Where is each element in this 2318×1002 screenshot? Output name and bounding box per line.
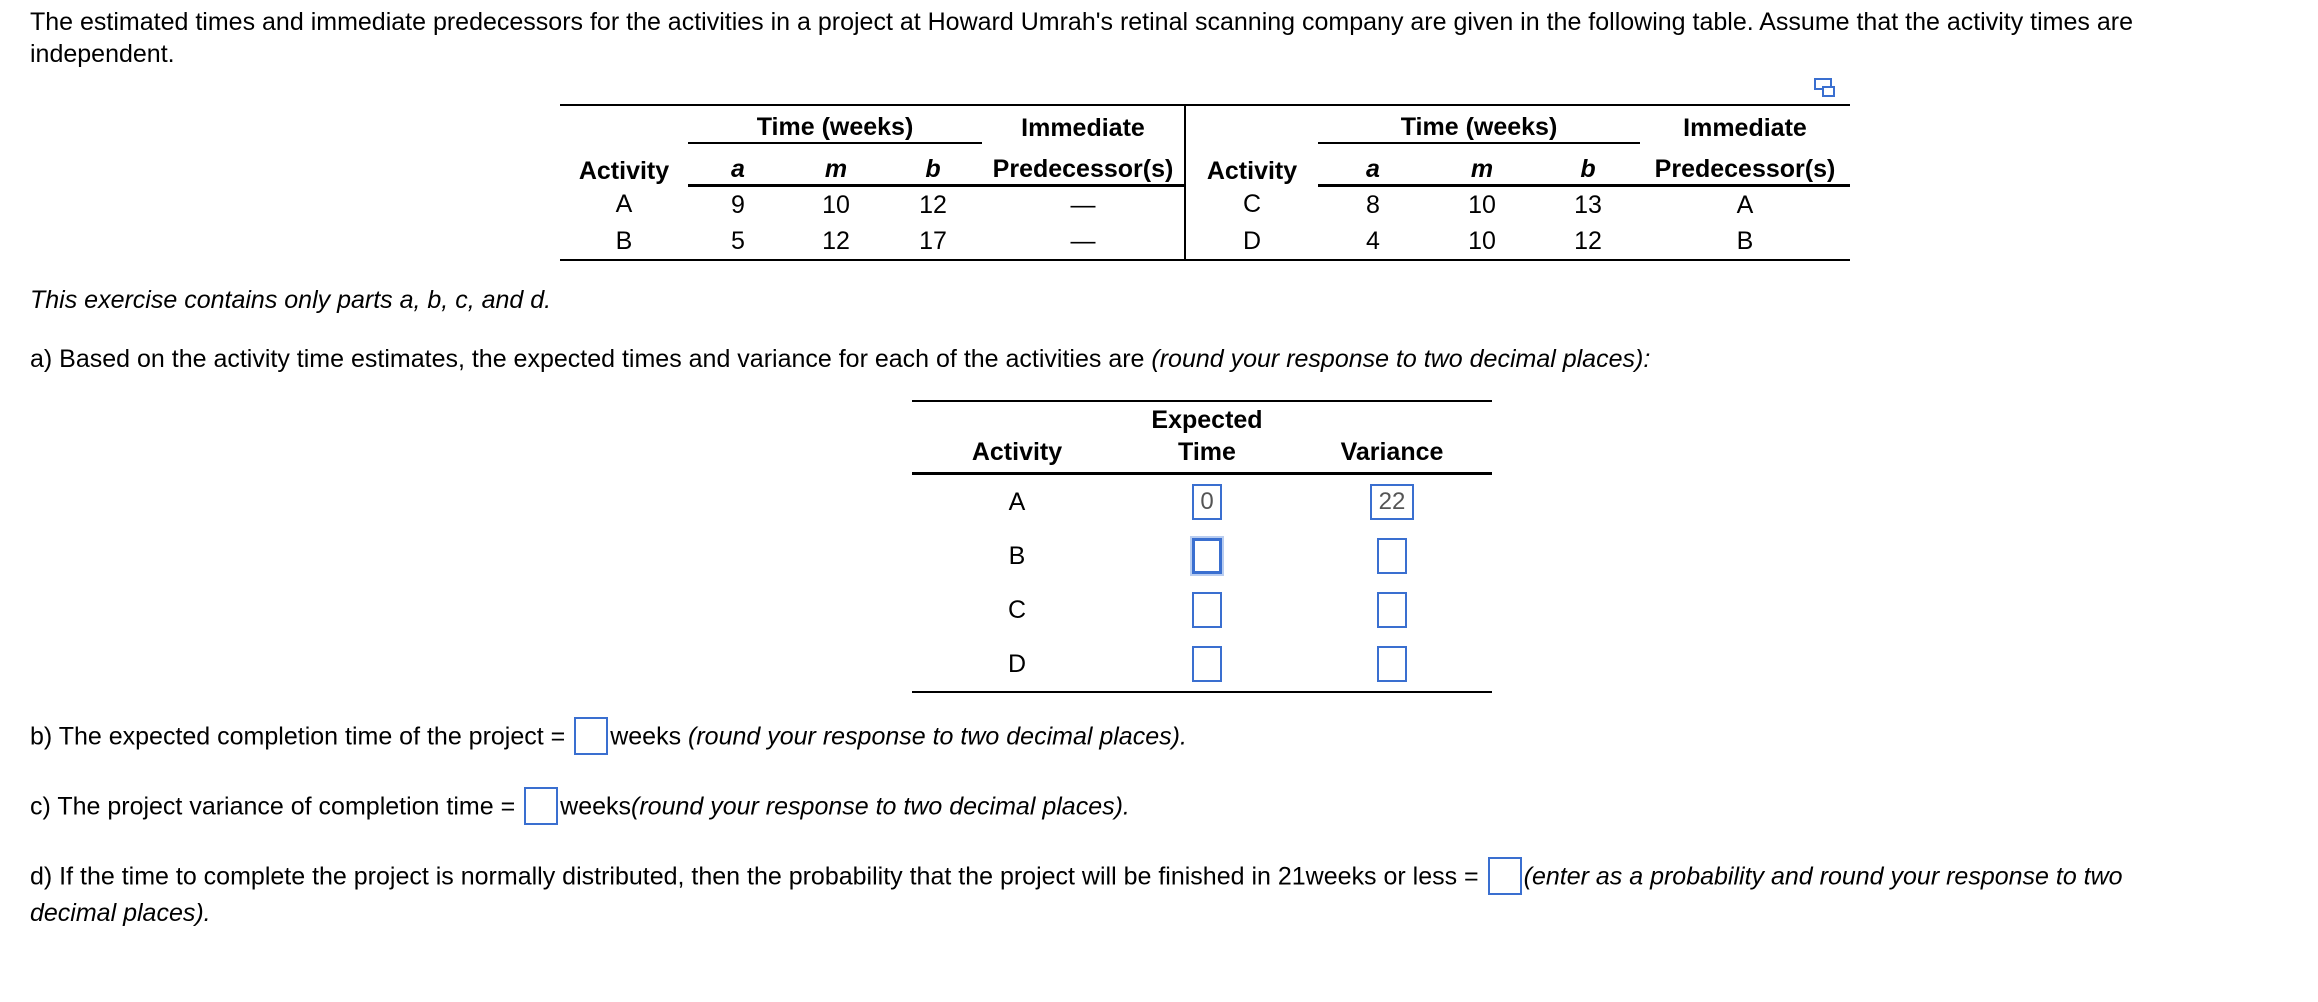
table-row xyxy=(560,223,1850,260)
part-d-instruction-line2: decimal places). xyxy=(30,899,211,927)
part-d-text: d) If the time to complete the project is normally distributed, then the probability that the project will be finished in 21weeks or less = xyxy=(30,862,1479,891)
part-b-text: b) The expected completion time of the project = xyxy=(30,722,566,751)
cell-b: 13 xyxy=(1574,190,1602,219)
variance-input-c[interactable] xyxy=(1377,592,1407,628)
part-b-instruction: (round your response to two decimal places). xyxy=(688,722,1187,751)
header-variance: Variance xyxy=(1292,401,1492,474)
expected-time-input-a[interactable] xyxy=(1192,484,1222,520)
header-time-weeks-right: Time (weeks) xyxy=(1318,105,1640,143)
part-c-text: c) The project variance of completion time = xyxy=(30,792,516,821)
header-immediate-right: Immediate xyxy=(1640,105,1850,143)
part-a-instruction: (round your response to two decimal places): xyxy=(1151,345,1651,373)
part-d-instruction: (enter as a probability and round your response to two xyxy=(1523,862,2123,891)
cell-predecessor: — xyxy=(982,223,1185,260)
header-m-right: m xyxy=(1428,143,1536,186)
header-predecessors-right: Predecessor(s) xyxy=(1640,143,1850,186)
part-d-prompt xyxy=(30,859,2123,897)
cell-a: 5 xyxy=(688,223,788,260)
header-activity: Activity xyxy=(912,401,1122,474)
project-variance-input[interactable] xyxy=(524,787,558,825)
cell-a: 8 xyxy=(1366,190,1380,219)
cell-activity: B xyxy=(560,223,688,260)
part-c-unit: weeks xyxy=(560,792,632,821)
answer-row xyxy=(912,583,1492,637)
expected-time-input-c[interactable] xyxy=(1192,592,1222,628)
answer-row xyxy=(912,474,1492,530)
activity-data-table xyxy=(560,104,1850,261)
answer-activity: A xyxy=(1008,487,1026,516)
cell-b: 17 xyxy=(884,223,982,260)
probability-input[interactable] xyxy=(1488,857,1522,895)
variance-input-d[interactable] xyxy=(1377,646,1407,682)
answer-activity: C xyxy=(1007,595,1027,624)
header-m: m xyxy=(788,143,884,186)
part-a-text: a) Based on the activity time estimates, the expected times and variance for each of the activities are xyxy=(30,345,1152,373)
cell-a: 9 xyxy=(731,190,745,219)
intro-text: The estimated times and immediate predecessors for the activities in a project at Howard Umrah's retinal scanning company are given in the following table. Assume that the activity times are independent. xyxy=(30,8,2133,68)
header-activity-right: Activity xyxy=(1185,105,1318,186)
cell-predecessor: A xyxy=(1736,190,1754,219)
table-row xyxy=(560,186,1850,224)
part-b-prompt xyxy=(30,719,1187,757)
expected-time-input-b[interactable] xyxy=(1192,538,1222,574)
cell-activity: A xyxy=(615,189,633,218)
header-immediate: Immediate xyxy=(982,105,1185,143)
expand-table-icon[interactable] xyxy=(1814,78,1836,98)
answer-row xyxy=(912,637,1492,692)
cell-predecessor: — xyxy=(982,186,1185,224)
part-c-instruction: (round your response to two decimal places). xyxy=(631,792,1130,821)
header-b: b xyxy=(884,143,982,186)
cell-a: 4 xyxy=(1318,223,1428,260)
answer-row xyxy=(912,529,1492,583)
cell-m: 12 xyxy=(788,223,884,260)
part-c-prompt xyxy=(30,789,1130,827)
header-a-right: a xyxy=(1318,143,1428,186)
header-time-weeks: Time (weeks) xyxy=(688,105,982,143)
header-expected-line1: Expected xyxy=(1151,406,1263,434)
cell-activity: C xyxy=(1242,189,1262,218)
cell-b: 12 xyxy=(1536,223,1640,260)
part-b-unit: weeks xyxy=(610,722,689,751)
header-b-right: b xyxy=(1536,143,1640,186)
exercise-note: This exercise contains only parts a, b, c, and d. xyxy=(30,286,552,314)
header-predecessors: Predecessor(s) xyxy=(982,143,1185,186)
cell-predecessor: B xyxy=(1640,223,1850,260)
variance-input-a[interactable] xyxy=(1370,484,1414,520)
cell-m: 10 xyxy=(822,190,850,219)
header-expected-line2: Time xyxy=(1178,438,1236,466)
header-activity: Activity xyxy=(560,105,688,186)
header-expected-time xyxy=(1122,401,1292,474)
expected-time-input-d[interactable] xyxy=(1192,646,1222,682)
cell-m: 10 xyxy=(1428,223,1536,260)
cell-m: 10 xyxy=(1468,190,1496,219)
completion-time-input[interactable] xyxy=(574,717,608,755)
answer-activity: D xyxy=(912,637,1122,692)
header-a: a xyxy=(688,143,788,186)
cell-b: 12 xyxy=(919,190,947,219)
answer-activity: B xyxy=(1008,541,1026,570)
part-a-prompt xyxy=(30,343,1650,375)
answer-table xyxy=(912,400,1492,693)
cell-activity: D xyxy=(1185,223,1318,260)
variance-input-b[interactable] xyxy=(1377,538,1407,574)
